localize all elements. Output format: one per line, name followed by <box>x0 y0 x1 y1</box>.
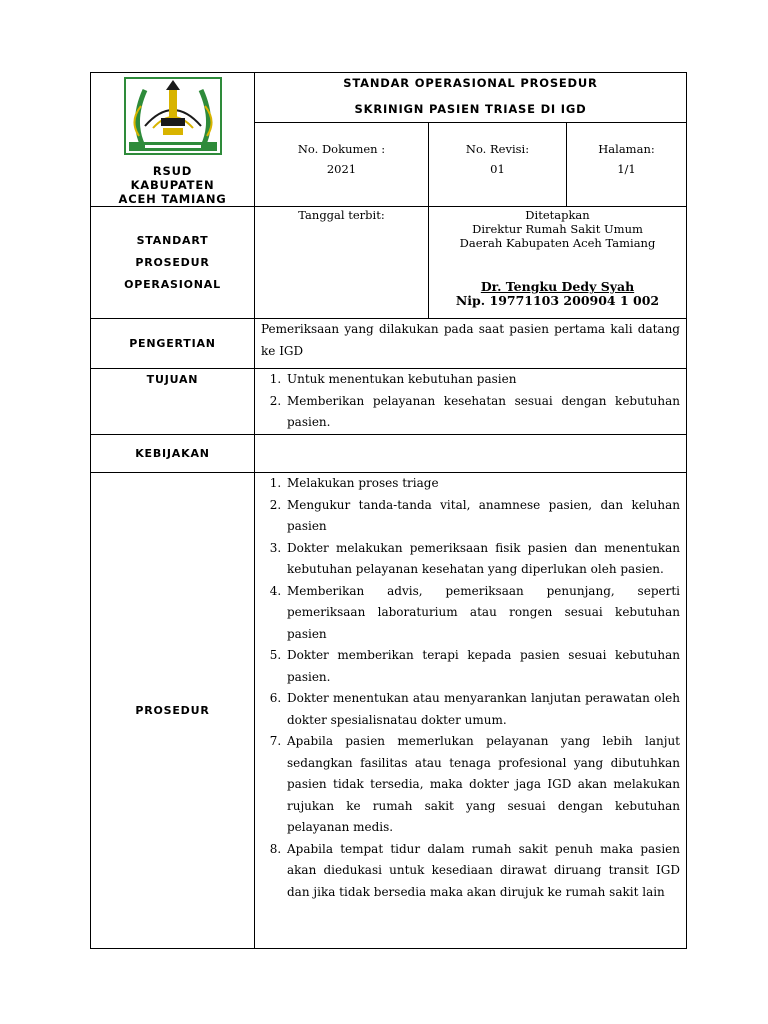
tujuan-content <box>255 369 687 435</box>
list-item: 8. Apabila tempat tidur dalam rumah sakit penuh maka pasien akan diedukasi untuk kesediaan dirawat diruang transit IGD dan jika tidak bersedia maka akan dirujuk ke rumah sakit lain <box>285 839 680 904</box>
title-line-1: STANDAR OPERASIONAL PROSEDUR <box>343 76 598 90</box>
signatory-name: Dr. Tengku Dedy Syah <box>480 279 635 294</box>
pengertian-text: Pemeriksaan yang dilakukan pada saat pasien pertama kali datang ke IGD <box>255 319 687 369</box>
list-item: 2. Memberikan pelayanan kesehatan sesuai dengan kebutuhan pasien. <box>285 391 680 434</box>
prosedur-list <box>261 473 680 903</box>
sop-type-line: PROSEDUR <box>135 255 210 269</box>
kebijakan-text <box>255 435 687 473</box>
list-item: 1. Melakukan proses triage <box>285 473 680 495</box>
prosedur-label: PROSEDUR <box>91 473 255 949</box>
tujuan-label <box>91 369 255 435</box>
sop-table <box>90 72 687 949</box>
list-item: 7. Apabila pasien memerlukan pelayanan yang lebih lanjut sedangkan fasilitas atau tenaga profesional yang dibutuhkan pasien tidak tersedia, maka dokter jaga IGD akan melakukan rujukan ke rumah sakit yang sesuai dengan kebutuhan pelayanan medis. <box>285 731 680 839</box>
sop-type-line: STANDART <box>136 233 209 247</box>
org-name <box>91 164 254 206</box>
list-item: 4. Memberikan advis, pemeriksaan penunjang, seperti pemeriksaan laboraturium atau rongen sesuai kebutuhan pasien <box>285 581 680 646</box>
logo-cell <box>91 73 255 207</box>
halaman-cell <box>567 123 687 207</box>
sop-type-line: OPERASIONAL <box>124 277 221 291</box>
tanggal-terbit-cell <box>255 207 429 319</box>
list-item: 6. Dokter menentukan atau menyarankan lanjutan perawatan oleh dokter spesialisnatau dokter umum. <box>285 688 680 731</box>
ditetapkan-cell <box>429 207 687 319</box>
list-item: 2. Mengukur tanda-tanda vital, anamnese pasien, dan keluhan pasien <box>285 495 680 538</box>
no-revisi-cell <box>429 123 567 207</box>
no-dokumen-label: No. Dokumen : <box>297 142 386 156</box>
list-item: 3. Dokter melakukan pemeriksaan fisik pasien dan menentukan kebutuhan pelayanan kesehatan yang diperlukan oleh pasien. <box>285 538 680 581</box>
halaman-value: 1/1 <box>617 162 636 176</box>
no-dokumen-cell <box>255 123 429 207</box>
pengertian-label: PENGERTIAN <box>91 319 255 369</box>
list-item: 1. Untuk menentukan kebutuhan pasien <box>285 369 680 391</box>
signatory-nip: Nip. 19771103 200904 1 002 <box>455 293 660 308</box>
halaman-label: Halaman: <box>598 142 655 156</box>
tanggal-terbit-label: Tanggal terbit: <box>298 208 385 222</box>
list-item: 5. Dokter memberikan terapi kepada pasien sesuai kebutuhan pasien. <box>285 645 680 688</box>
title-line-2: SKRINIGN PASIEN TRIASE DI IGD <box>354 102 587 116</box>
tujuan-list <box>261 369 680 434</box>
no-revisi-value: 01 <box>490 162 505 176</box>
hospital-logo-emblem <box>123 76 223 156</box>
org-name-line: RSUD <box>152 164 193 178</box>
document-title <box>255 73 687 123</box>
ditetapkan-line: Daerah Kabupaten Aceh Tamiang <box>459 236 656 250</box>
ditetapkan-line: Direktur Rumah Sakit Umum <box>472 222 643 236</box>
sop-type-label <box>91 207 255 319</box>
no-dokumen-value: 2021 <box>326 162 357 176</box>
org-name-line: KABUPATEN <box>130 178 215 192</box>
ditetapkan-line: Ditetapkan <box>525 208 590 222</box>
prosedur-content <box>255 473 687 949</box>
no-revisi-label: No. Revisi: <box>465 142 530 156</box>
tujuan-label-text: TUJUAN <box>146 373 199 386</box>
org-name-line: ACEH TAMIANG <box>118 192 227 206</box>
kebijakan-label: KEBIJAKAN <box>91 435 255 473</box>
